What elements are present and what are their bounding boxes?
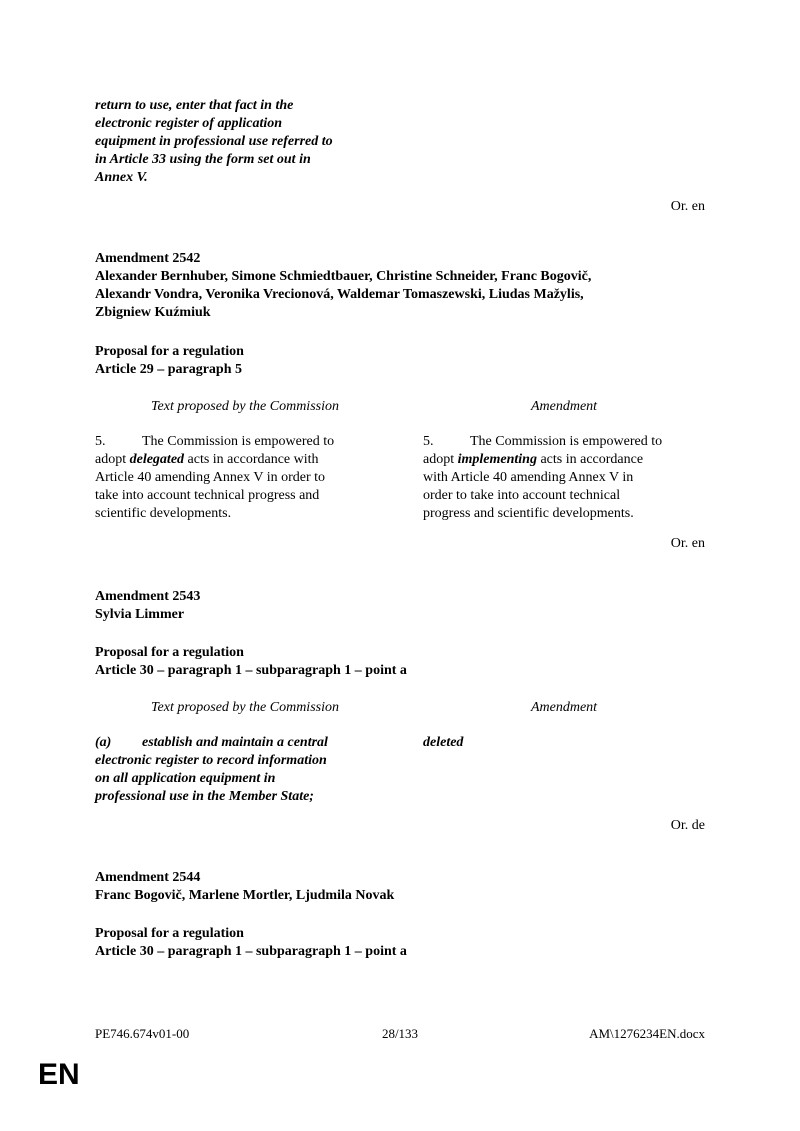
- article-reference: Article 30 – paragraph 1 – subparagraph 1 – point a: [95, 663, 407, 678]
- column-header-amendment: Amendment: [530, 700, 598, 715]
- amendment-authors: Sylvia Limmer: [95, 607, 185, 622]
- amendment-2544-reference: [95, 925, 735, 961]
- proposal-label: Proposal for a regulation: [95, 344, 244, 359]
- column-header-commission: Text proposed by the Commission: [151, 399, 339, 414]
- original-language: Or. de: [670, 818, 705, 833]
- amendment-2542-header: [95, 250, 735, 322]
- language-code: EN: [38, 1058, 80, 1091]
- footer-doc-ref: PE746.674v01-00: [95, 1026, 190, 1041]
- column-header-amendment: Amendment: [530, 399, 598, 414]
- carryover-line: equipment in professional use referred to: [95, 134, 333, 149]
- amendment-2544-header: [95, 869, 735, 905]
- paragraph-number: 5.: [95, 434, 106, 449]
- article-reference: Article 30 – paragraph 1 – subparagraph 1 – point a: [95, 944, 407, 959]
- commission-text: (a) establish and maintain a central electronic register to record information on all application equipment in professional use in the Member State;: [95, 735, 328, 804]
- amendment-number: Amendment 2542: [95, 251, 201, 266]
- amendment-number: Amendment 2544: [95, 870, 201, 885]
- carryover-line: electronic register of application: [95, 116, 283, 131]
- paragraph-number: (a): [95, 735, 112, 750]
- carryover-line: Annex V.: [95, 170, 148, 185]
- amendment-authors: Franc Bogovič, Marlene Mortler, Ljudmila Novak: [95, 888, 395, 903]
- changed-term: implementing: [457, 452, 537, 467]
- proposal-label: Proposal for a regulation: [95, 926, 244, 941]
- amendment-authors: Zbigniew Kuźmiuk: [95, 305, 211, 320]
- original-language: Or. en: [670, 199, 705, 214]
- original-language: Or. en: [670, 536, 705, 551]
- amendment-number: Amendment 2543: [95, 589, 201, 604]
- column-header-commission: Text proposed by the Commission: [151, 700, 339, 715]
- carryover-line: in Article 33 using the form set out in: [95, 152, 311, 167]
- changed-term: delegated: [129, 452, 185, 467]
- carryover-line: return to use, enter that fact in the: [95, 98, 294, 113]
- footer-page-number: 28/133: [381, 1026, 419, 1041]
- amendment-2543-header: [95, 588, 735, 624]
- commission-text: 5. The Commission is empowered to adopt delegated acts in accordance with Article 40 amending Annex V in order to take into account technical progress and scientific developments.: [95, 434, 335, 521]
- amendment-authors: Alexander Bernhuber, Simone Schmiedtbauer, Christine Schneider, Franc Bogovič,: [95, 269, 592, 284]
- proposal-label: Proposal for a regulation: [95, 645, 244, 660]
- deleted-marker: deleted: [423, 735, 464, 750]
- footer-file-name: AM\1276234EN.docx: [589, 1026, 705, 1041]
- amendment-2542-reference: [95, 343, 735, 379]
- paragraph-number: 5.: [423, 434, 434, 449]
- amendment-text: 5. The Commission is empowered to adopt implementing acts in accordance with Article 40 amending Annex V in order to take into account technical progress and scientific developments.: [423, 434, 663, 521]
- amendment-2543-reference: [95, 644, 735, 680]
- carryover-text: [95, 97, 395, 187]
- amendment-authors: Alexandr Vondra, Veronika Vrecionová, Waldemar Tomaszewski, Liudas Mažylis,: [95, 287, 584, 302]
- article-reference: Article 29 – paragraph 5: [95, 362, 242, 377]
